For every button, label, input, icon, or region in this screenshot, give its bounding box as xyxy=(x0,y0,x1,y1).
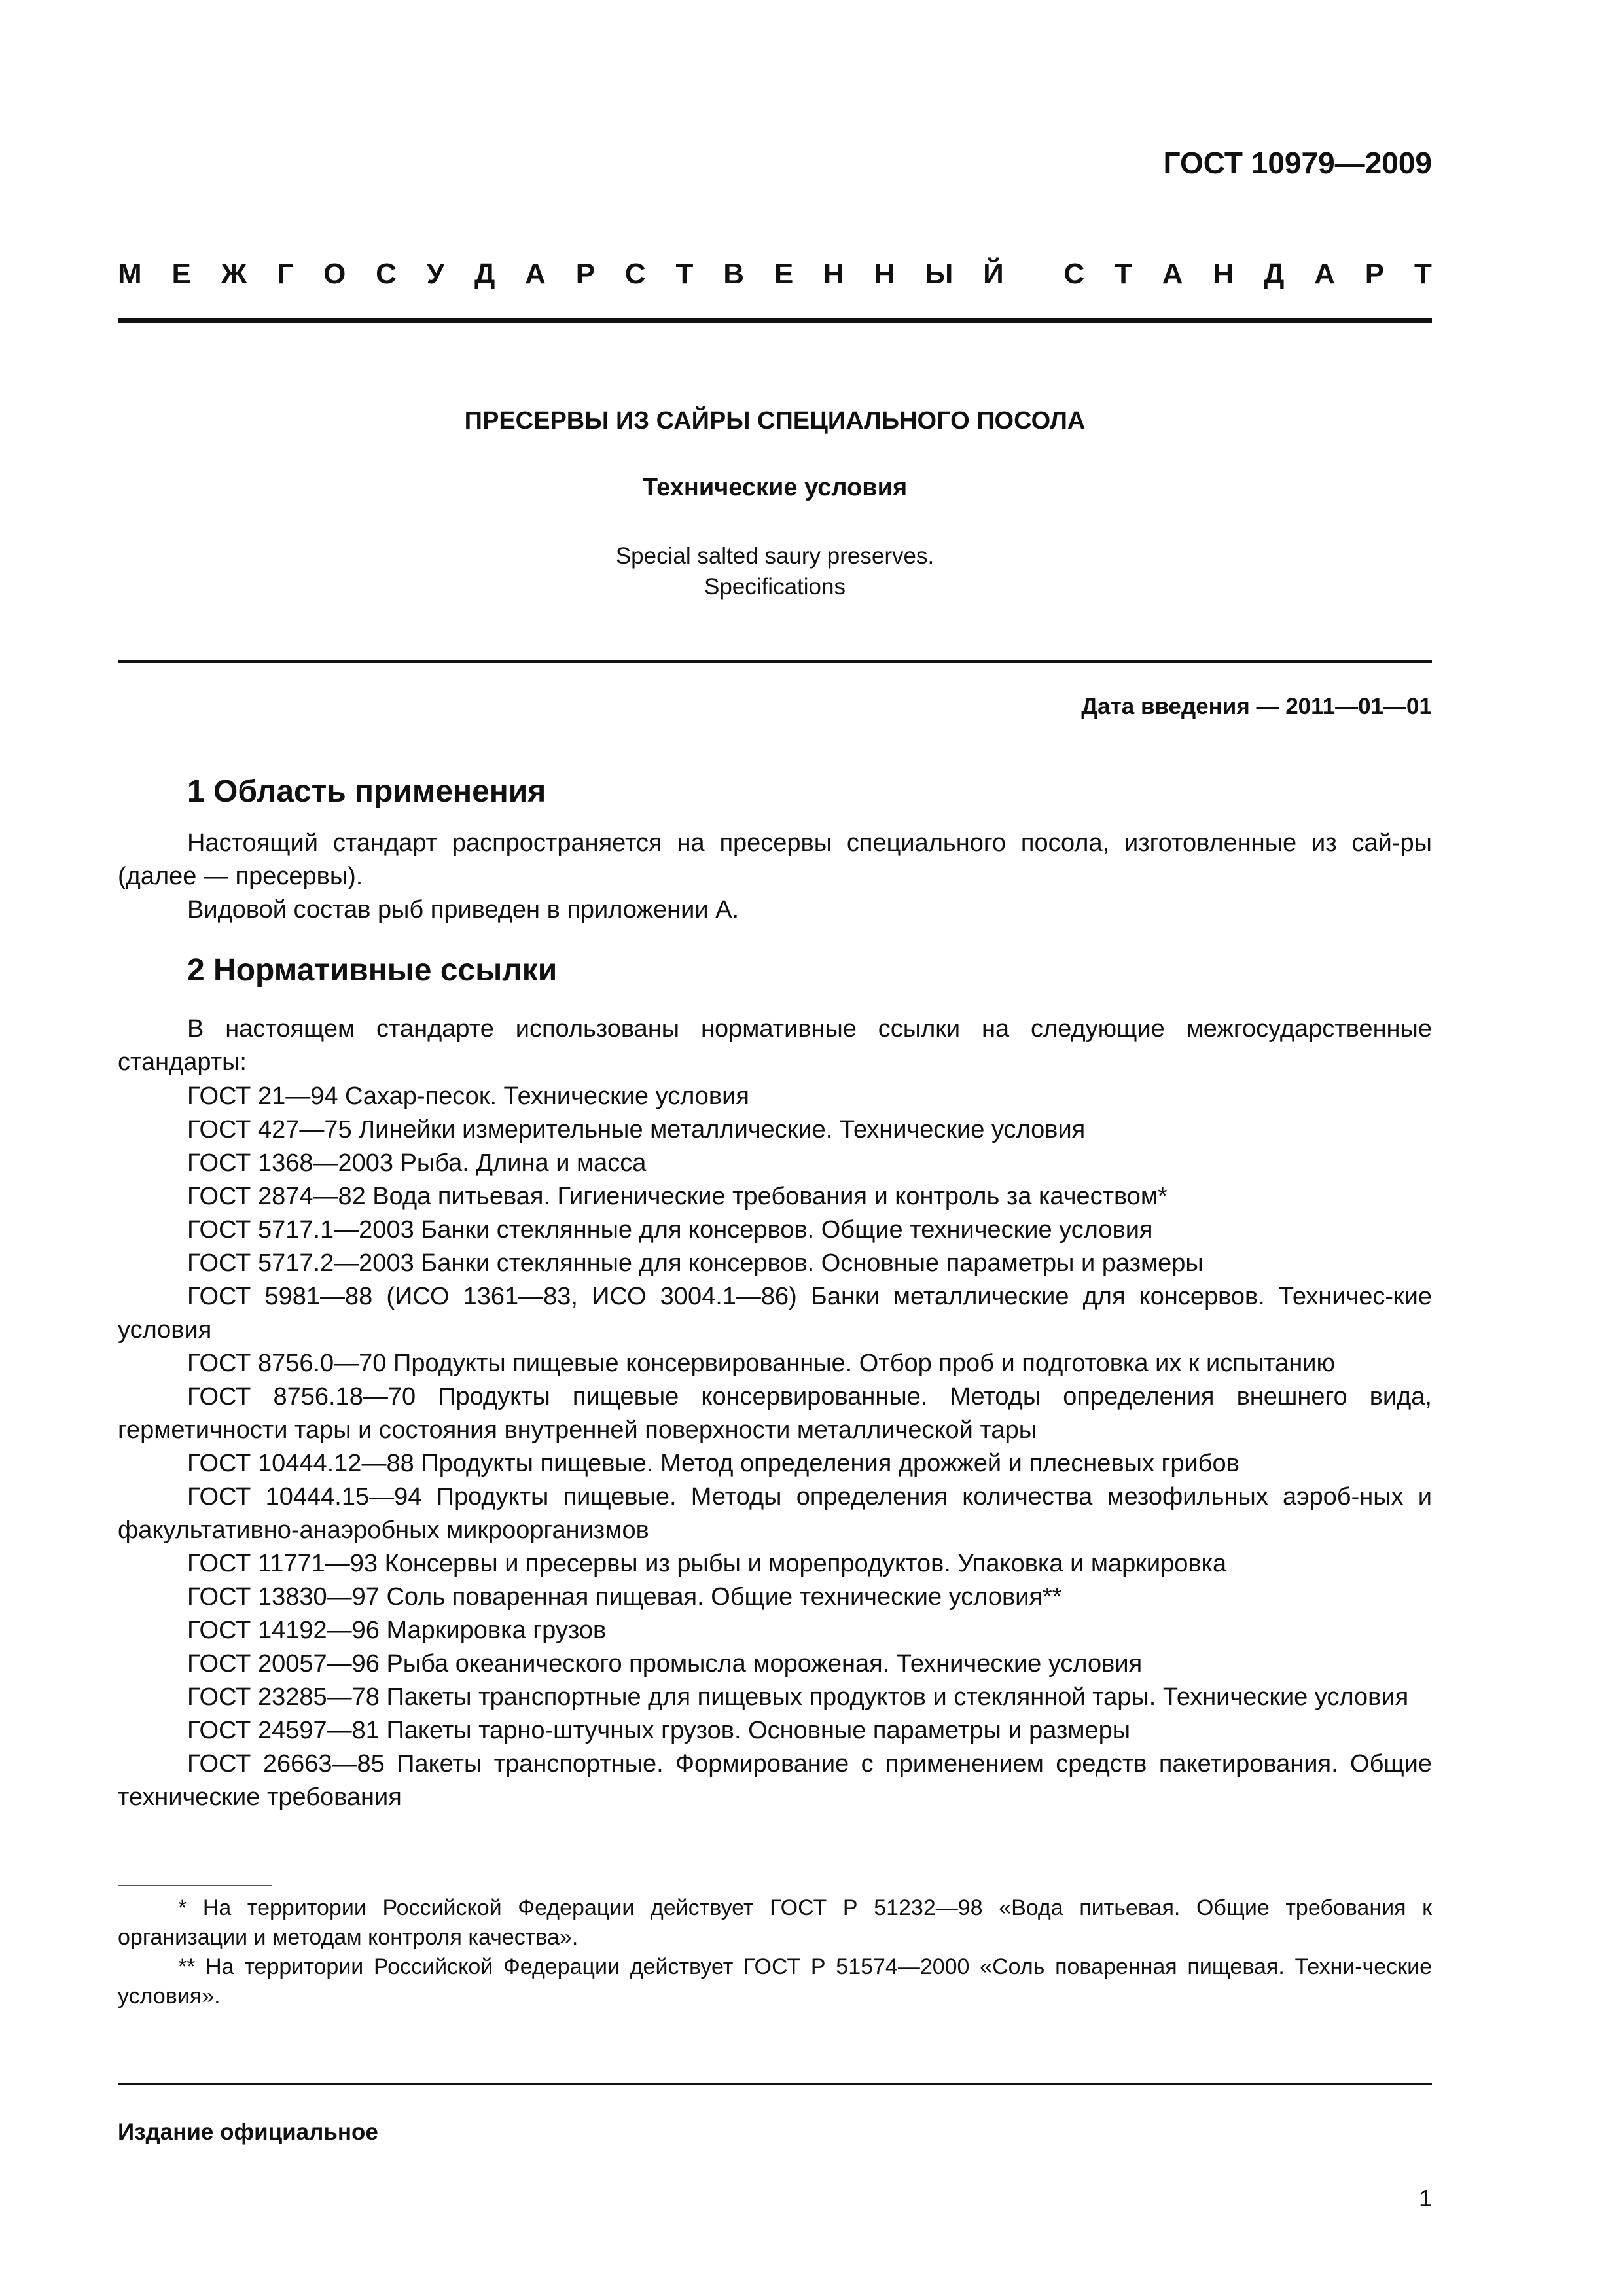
normative-references-list xyxy=(118,1080,1432,1814)
english-title xyxy=(118,541,1432,602)
footnotes xyxy=(118,1893,1432,2011)
reference-item: ГОСТ 1368—2003 Рыба. Длина и масса xyxy=(187,1149,647,1177)
document-title: ПРЕСЕРВЫ ИЗ САЙРЫ СПЕЦИАЛЬНОГО ПОСОЛА xyxy=(464,407,1086,435)
footer-divider xyxy=(118,2083,1432,2085)
english-title-line-1: Special salted saury preserves. xyxy=(615,543,935,569)
english-title-line-2: Specifications xyxy=(704,574,846,600)
reference-item: ГОСТ 20057—96 Рыба океанического промысла мороженая. Технические условия xyxy=(187,1650,1143,1677)
banner-letter: Ы xyxy=(925,258,954,290)
footnote-2: ** На территории Российской Федерации действует ГОСТ Р 51574—2000 «Соль поваренная пищевая. Техни-ческие условия». xyxy=(118,1954,1432,2009)
reference-item: ГОСТ 14192—96 Маркировка грузов xyxy=(187,1617,607,1644)
banner-letter: Д xyxy=(1264,258,1285,290)
document-subtitle: Технические условия xyxy=(642,474,908,501)
reference-item: ГОСТ 8756.18—70 Продукты пищевые консервированные. Методы определения внешнего вида, герметичности тары и состояния внутренней поверхности металлической тары xyxy=(118,1383,1432,1444)
official-edition-label: Издание официальное xyxy=(118,2119,378,2145)
banner-letter: Т xyxy=(1115,258,1132,290)
banner-letter: А xyxy=(1162,258,1183,290)
reference-item: ГОСТ 5981—88 (ИСО 1361—83, ИСО 3004.1—86) Банки металлические для консервов. Техничес-кие условия xyxy=(118,1283,1432,1344)
banner-letter: Д xyxy=(474,258,495,290)
introduction-date: Дата введения — 2011—01—01 xyxy=(1081,694,1432,719)
reference-item: ГОСТ 26663—85 Пакеты транспортные. Формирование с применением средств пакетирования. Общие технические требования xyxy=(118,1750,1432,1811)
banner-letter: У xyxy=(426,258,445,290)
banner-letter: С xyxy=(624,258,646,290)
banner-letter: Т xyxy=(675,258,694,290)
banner-letter: Н xyxy=(874,258,895,290)
section-1-paragraph-2: Видовой состав рыб приведен в приложении А. xyxy=(187,896,740,924)
reference-item: ГОСТ 23285—78 Пакеты транспортные для пищевых продуктов и стеклянной тары. Технические условия xyxy=(187,1683,1409,1711)
banner-letter: С xyxy=(1063,258,1085,290)
page-number: 1 xyxy=(1418,2185,1432,2212)
banner-letter: Н xyxy=(1213,258,1234,290)
reference-item: ГОСТ 10444.15—94 Продукты пищевые. Методы определения количества мезофильных аэроб-ных и факультативно-анаэробных микроорганизмов xyxy=(118,1483,1432,1544)
footnote-separator xyxy=(118,1885,272,1886)
section-2-heading: 2 Нормативные ссылки xyxy=(187,953,558,988)
banner-letter: В xyxy=(723,258,745,290)
banner-letter: Р xyxy=(575,258,596,290)
reference-item: ГОСТ 21—94 Сахар-песок. Технические условия xyxy=(187,1083,749,1110)
banner-letter: Н xyxy=(823,258,844,290)
interstate-standard-banner xyxy=(118,258,1432,291)
reference-item: ГОСТ 5717.1—2003 Банки стеклянные для консервов. Общие технические условия xyxy=(187,1216,1153,1244)
banner-letter: А xyxy=(1314,258,1335,290)
section-1-heading: 1 Область применения xyxy=(187,774,546,809)
reference-item: ГОСТ 8756.0—70 Продукты пищевые консервированные. Отбор проб и подготовка их к испытанию xyxy=(187,1350,1335,1377)
banner-letter: М xyxy=(118,258,142,290)
banner-letter: Й xyxy=(983,258,1004,290)
reference-item: ГОСТ 24597—81 Пакеты тарно-штучных грузов. Основные параметры и размеры xyxy=(187,1717,1131,1744)
banner-letter: Т xyxy=(1414,258,1432,290)
section-1-paragraph-1: Настоящий стандарт распространяется на пресервы специального посола, изготовленные из сай-ры (далее — пресервы). xyxy=(118,829,1432,890)
reference-item: ГОСТ 10444.12—88 Продукты пищевые. Метод определения дрожжей и плесневых грибов xyxy=(187,1450,1240,1477)
section-2-intro: В настоящем стандарте использованы нормативные ссылки на следующие межгосударственные стандарты: xyxy=(118,1015,1432,1076)
reference-item: ГОСТ 11771—93 Консервы и пресервы из рыбы и морепродуктов. Упаковка и маркировка xyxy=(187,1550,1227,1577)
reference-item: ГОСТ 5717.2—2003 Банки стеклянные для консервов. Основные параметры и размеры xyxy=(187,1249,1204,1277)
reference-item: ГОСТ 13830—97 Соль поваренная пищевая. Общие технические условия** xyxy=(187,1583,1062,1611)
document-number: ГОСТ 10979—2009 xyxy=(1163,146,1432,180)
banner-letter: Р xyxy=(1364,258,1385,290)
banner-letter: О xyxy=(323,258,346,290)
banner-letter: С xyxy=(376,258,397,290)
header-divider xyxy=(118,318,1432,323)
banner-letter: Е xyxy=(171,258,191,290)
title-divider xyxy=(118,660,1432,663)
banner-letter: Г xyxy=(277,258,294,290)
banner-letter: Е xyxy=(774,258,794,290)
banner-letter: Ж xyxy=(221,258,247,290)
reference-item: ГОСТ 427—75 Линейки измерительные металлические. Технические условия xyxy=(187,1116,1086,1143)
reference-item: ГОСТ 2874—82 Вода питьевая. Гигиенические требования и контроль за качеством* xyxy=(187,1183,1168,1210)
banner-letter: А xyxy=(525,258,546,290)
footnote-1: * На территории Российской Федерации действует ГОСТ Р 51232—98 «Вода питьевая. Общие требования к организации и методам контроля качества». xyxy=(118,1895,1432,1950)
